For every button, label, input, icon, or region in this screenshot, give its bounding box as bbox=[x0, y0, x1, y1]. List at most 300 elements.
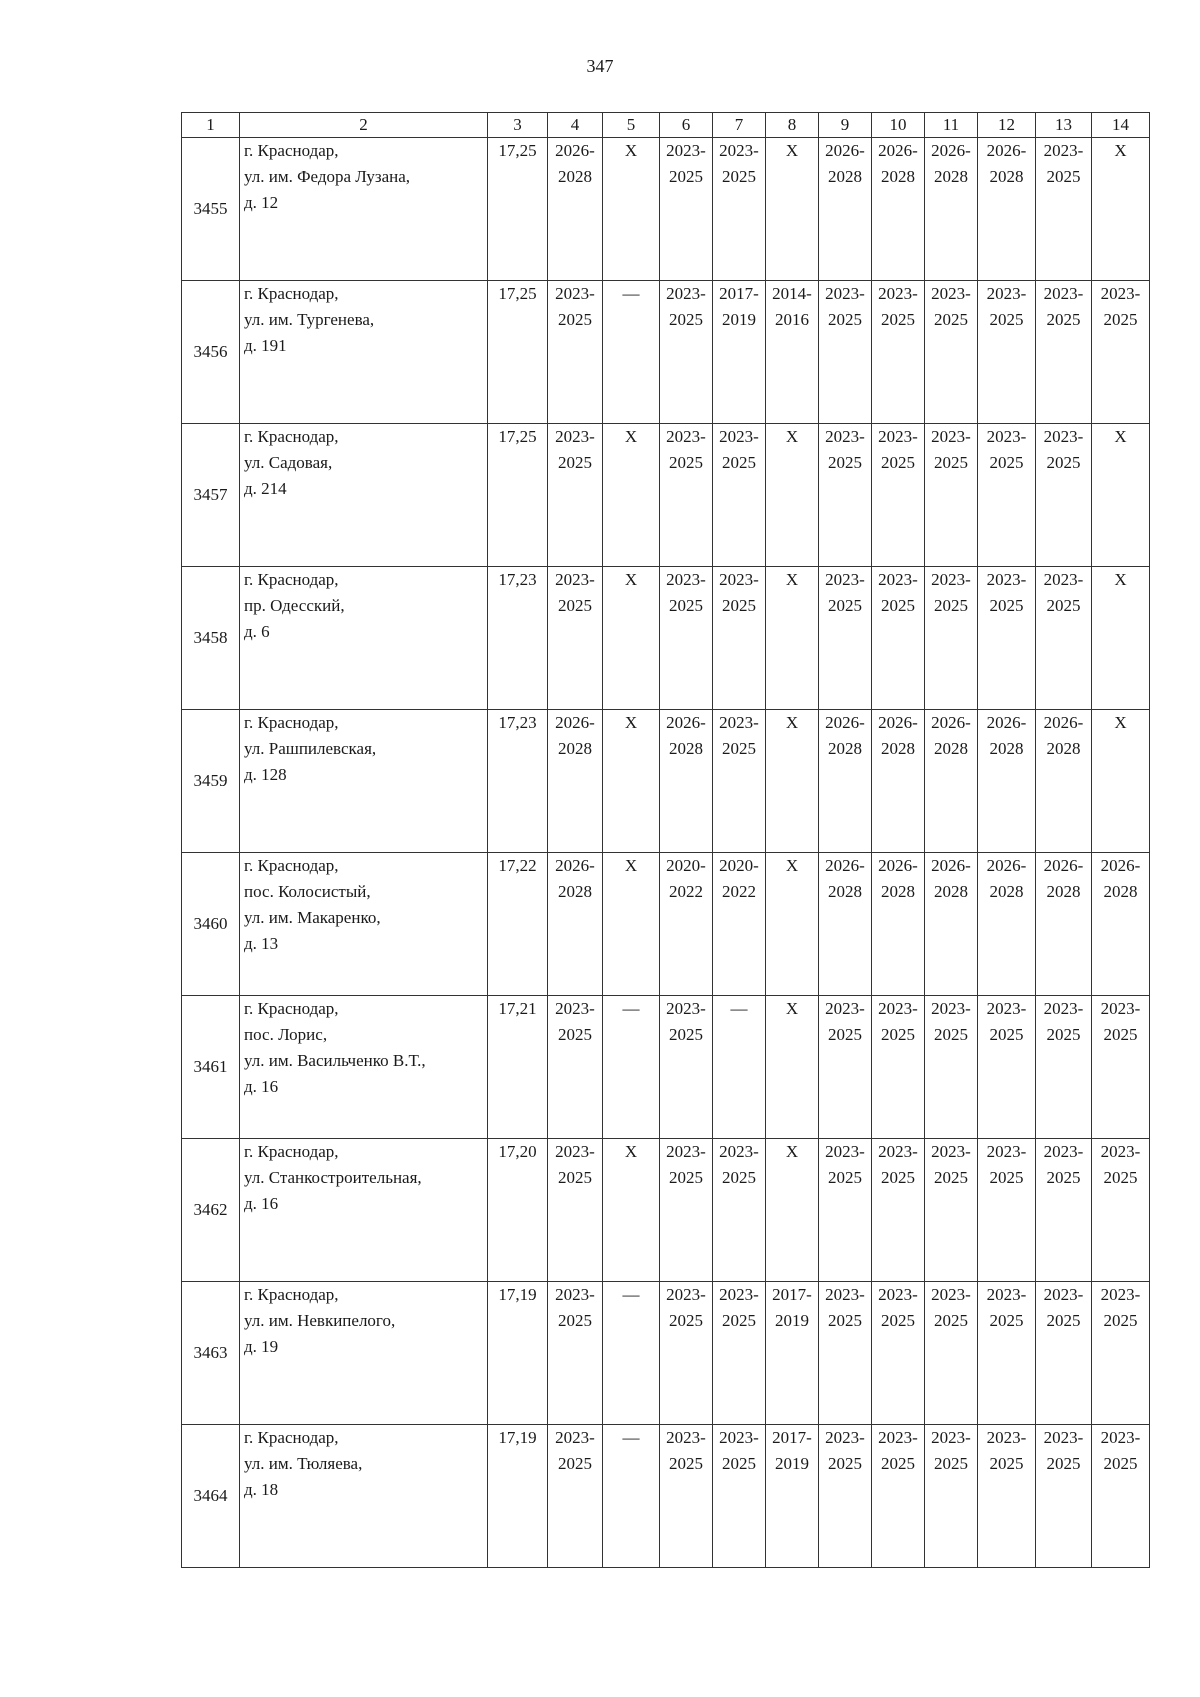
period-line: 2028 bbox=[669, 739, 703, 758]
period-line: 2025 bbox=[934, 596, 968, 615]
period-line: 2017- bbox=[772, 1428, 812, 1447]
period-cell-col-13 bbox=[1036, 853, 1092, 996]
address-line: пос. Колосистый, bbox=[244, 882, 371, 901]
period-line: 2025 bbox=[881, 1168, 915, 1187]
period-line: X bbox=[1114, 427, 1127, 446]
period-cell-col-6 bbox=[660, 281, 713, 424]
period-line: 2025 bbox=[558, 310, 592, 329]
period-line: 2023- bbox=[555, 1285, 595, 1304]
period-line: 2025 bbox=[1103, 1168, 1138, 1187]
period-cell-col-14 bbox=[1092, 1282, 1150, 1425]
period-cell-col-5 bbox=[603, 1282, 660, 1425]
period-line: 2025 bbox=[989, 1025, 1024, 1044]
period-line: 2025 bbox=[1046, 1311, 1081, 1330]
period-cell-col-13 bbox=[1036, 710, 1092, 853]
period-cell-col-12 bbox=[978, 281, 1036, 424]
period-line: 2025 bbox=[828, 1168, 862, 1187]
period-line: 2025 bbox=[934, 1025, 968, 1044]
period-line: 2025 bbox=[989, 1454, 1024, 1473]
period-line: — bbox=[730, 999, 748, 1018]
period-cell-col-14 bbox=[1092, 710, 1150, 853]
period-line: 2028 bbox=[989, 739, 1024, 758]
address-line: д. 16 bbox=[244, 1194, 279, 1213]
period-line: 2023- bbox=[1100, 1285, 1141, 1304]
address-line: д. 128 bbox=[244, 765, 287, 784]
header-row bbox=[182, 113, 1150, 138]
period-line: 2025 bbox=[722, 167, 756, 186]
area-cell: 17,25 bbox=[488, 138, 548, 281]
period-cell-col-14 bbox=[1092, 1425, 1150, 1568]
period-line: 2025 bbox=[1103, 1025, 1138, 1044]
period-line: 2025 bbox=[722, 453, 756, 472]
address-line: г. Краснодар, bbox=[244, 1142, 339, 1161]
period-line: 2025 bbox=[828, 310, 862, 329]
address-cell bbox=[240, 1282, 488, 1425]
period-line: 2028 bbox=[934, 882, 968, 901]
period-cell-col-9 bbox=[819, 1139, 872, 1282]
period-cell-col-8 bbox=[766, 1425, 819, 1568]
period-line: 2026- bbox=[555, 856, 595, 875]
period-line: 2025 bbox=[881, 1454, 915, 1473]
period-line: 2023- bbox=[1043, 427, 1084, 446]
period-line: 2026- bbox=[931, 713, 971, 732]
address-line: ул. им. Федора Лузана, bbox=[244, 167, 411, 186]
period-line: 2025 bbox=[558, 1168, 592, 1187]
period-line: 2025 bbox=[934, 1311, 968, 1330]
period-line: 2023- bbox=[1043, 141, 1084, 160]
column-header-10: 10 bbox=[872, 113, 925, 138]
period-line: 2023- bbox=[1043, 999, 1084, 1018]
period-line: 2023- bbox=[878, 999, 918, 1018]
period-cell-col-7 bbox=[713, 567, 766, 710]
period-line: 2023- bbox=[825, 570, 865, 589]
period-cell-col-4 bbox=[548, 1139, 603, 1282]
period-line: 2025 bbox=[669, 310, 703, 329]
period-line: 2023- bbox=[986, 999, 1027, 1018]
period-cell-col-10 bbox=[872, 1425, 925, 1568]
period-line: X bbox=[624, 856, 638, 875]
period-line: 2023- bbox=[825, 427, 865, 446]
period-line: 2025 bbox=[828, 453, 862, 472]
address-line: ул. Рашпилевская, bbox=[244, 739, 377, 758]
period-line: 2023- bbox=[666, 141, 706, 160]
period-cell-col-4 bbox=[548, 281, 603, 424]
period-line: 2023- bbox=[825, 1142, 865, 1161]
period-cell-col-4 bbox=[548, 424, 603, 567]
period-line: 2026- bbox=[825, 856, 865, 875]
period-cell-col-14 bbox=[1092, 138, 1150, 281]
period-cell-col-12 bbox=[978, 710, 1036, 853]
address-cell bbox=[240, 138, 488, 281]
address-line: ул. им. Васильченко В.Т., bbox=[244, 1051, 426, 1070]
period-cell-col-14 bbox=[1092, 1139, 1150, 1282]
repair-schedule-table bbox=[181, 112, 1150, 1568]
column-header-8: 8 bbox=[766, 113, 819, 138]
period-line: 2026- bbox=[878, 141, 918, 160]
period-line: 2023- bbox=[878, 427, 918, 446]
period-line: — bbox=[622, 1285, 640, 1304]
period-line: 2025 bbox=[669, 1454, 703, 1473]
area-cell: 17,23 bbox=[488, 567, 548, 710]
period-line: 2026- bbox=[555, 713, 595, 732]
address-cell bbox=[240, 1139, 488, 1282]
table-body bbox=[182, 138, 1150, 1568]
period-line: 2025 bbox=[669, 1168, 703, 1187]
table-row bbox=[182, 1425, 1150, 1568]
period-line: 2028 bbox=[558, 739, 592, 758]
period-cell-col-7 bbox=[713, 710, 766, 853]
period-line: 2025 bbox=[669, 167, 703, 186]
period-cell-col-8 bbox=[766, 710, 819, 853]
table-row bbox=[182, 853, 1150, 996]
period-cell-col-9 bbox=[819, 138, 872, 281]
period-cell-col-4 bbox=[548, 138, 603, 281]
address-line: д. 191 bbox=[244, 336, 287, 355]
column-header-5: 5 bbox=[603, 113, 660, 138]
period-line: 2028 bbox=[989, 882, 1024, 901]
period-line: — bbox=[622, 284, 640, 303]
period-cell-col-13 bbox=[1036, 138, 1092, 281]
period-line: 2025 bbox=[881, 453, 915, 472]
period-line: 2023- bbox=[878, 1142, 918, 1161]
period-cell-col-9 bbox=[819, 710, 872, 853]
address-line: д. 19 bbox=[244, 1337, 279, 1356]
period-line: 2023- bbox=[555, 1142, 595, 1161]
period-cell-col-9 bbox=[819, 853, 872, 996]
period-line: 2023- bbox=[931, 284, 971, 303]
period-cell-col-13 bbox=[1036, 1425, 1092, 1568]
period-cell-col-9 bbox=[819, 1425, 872, 1568]
period-line: 2025 bbox=[881, 310, 915, 329]
period-line: 2028 bbox=[881, 167, 915, 186]
column-header-13: 13 bbox=[1036, 113, 1092, 138]
table-row bbox=[182, 424, 1150, 567]
period-cell-col-8 bbox=[766, 1282, 819, 1425]
period-line: X bbox=[785, 570, 799, 589]
period-line: X bbox=[785, 1142, 799, 1161]
period-line: 2023- bbox=[1043, 570, 1084, 589]
period-line: 2023- bbox=[931, 999, 971, 1018]
column-header-6: 6 bbox=[660, 113, 713, 138]
period-cell-col-5 bbox=[603, 138, 660, 281]
period-line: 2025 bbox=[881, 596, 915, 615]
period-cell-col-4 bbox=[548, 996, 603, 1139]
period-line: 2023- bbox=[1100, 284, 1141, 303]
period-line: 2020- bbox=[719, 856, 759, 875]
row-number: 3459 bbox=[182, 710, 240, 853]
period-cell-col-4 bbox=[548, 567, 603, 710]
period-line: 2026- bbox=[825, 713, 865, 732]
period-line: 2026- bbox=[986, 713, 1027, 732]
period-line: 2026- bbox=[1043, 856, 1084, 875]
period-cell-col-6 bbox=[660, 710, 713, 853]
period-line: 2023- bbox=[719, 141, 759, 160]
period-line: 2028 bbox=[989, 167, 1024, 186]
period-line: 2025 bbox=[1046, 1025, 1081, 1044]
period-cell-col-12 bbox=[978, 1425, 1036, 1568]
period-line: 2019 bbox=[775, 1311, 809, 1330]
period-line: 2023- bbox=[931, 570, 971, 589]
address-line: пр. Одесский, bbox=[244, 596, 345, 615]
period-line: X bbox=[624, 427, 638, 446]
period-line: 2017- bbox=[719, 284, 759, 303]
period-line: 2025 bbox=[558, 1311, 592, 1330]
period-line: 2023- bbox=[986, 1285, 1027, 1304]
period-line: 2028 bbox=[558, 167, 592, 186]
period-line: X bbox=[785, 141, 799, 160]
area-cell: 17,19 bbox=[488, 1282, 548, 1425]
period-line: 2025 bbox=[989, 1168, 1024, 1187]
period-cell-col-13 bbox=[1036, 1282, 1092, 1425]
period-cell-col-10 bbox=[872, 710, 925, 853]
address-line: г. Краснодар, bbox=[244, 1285, 339, 1304]
row-number: 3458 bbox=[182, 567, 240, 710]
period-line: 2023- bbox=[719, 570, 759, 589]
period-line: X bbox=[624, 141, 638, 160]
period-cell-col-6 bbox=[660, 1139, 713, 1282]
address-line: г. Краснодар, bbox=[244, 1428, 339, 1447]
period-line: 2025 bbox=[669, 1311, 703, 1330]
period-line: 2023- bbox=[1100, 1428, 1141, 1447]
period-line: 2025 bbox=[828, 1311, 862, 1330]
period-cell-col-14 bbox=[1092, 567, 1150, 710]
period-line: 2025 bbox=[1046, 310, 1081, 329]
table-row bbox=[182, 1139, 1150, 1282]
period-line: 2023- bbox=[555, 570, 595, 589]
period-cell-col-11 bbox=[925, 1139, 978, 1282]
address-cell bbox=[240, 567, 488, 710]
period-line: 2028 bbox=[828, 739, 862, 758]
address-line: г. Краснодар, bbox=[244, 856, 339, 875]
period-cell-col-10 bbox=[872, 996, 925, 1139]
period-cell-col-5 bbox=[603, 710, 660, 853]
period-line: 2023- bbox=[931, 1142, 971, 1161]
period-cell-col-5 bbox=[603, 424, 660, 567]
address-cell bbox=[240, 281, 488, 424]
period-line: 2025 bbox=[1103, 310, 1138, 329]
period-line: 2025 bbox=[1046, 453, 1081, 472]
period-cell-col-4 bbox=[548, 1282, 603, 1425]
address-line: ул. Садовая, bbox=[244, 453, 333, 472]
period-cell-col-7 bbox=[713, 424, 766, 567]
period-line: 2022 bbox=[669, 882, 703, 901]
period-line: 2025 bbox=[828, 596, 862, 615]
period-line: 2023- bbox=[825, 284, 865, 303]
period-line: 2026- bbox=[666, 713, 706, 732]
column-header-11: 11 bbox=[925, 113, 978, 138]
address-cell bbox=[240, 710, 488, 853]
period-line: 2028 bbox=[934, 167, 968, 186]
period-cell-col-4 bbox=[548, 853, 603, 996]
period-line: 2023- bbox=[719, 1285, 759, 1304]
address-line: ул. Станкостроительная, bbox=[244, 1168, 422, 1187]
period-line: 2025 bbox=[558, 596, 592, 615]
period-line: 2025 bbox=[934, 1454, 968, 1473]
period-line: 2025 bbox=[722, 1311, 756, 1330]
period-line: 2023- bbox=[931, 427, 971, 446]
period-line: 2028 bbox=[1046, 882, 1081, 901]
period-cell-col-5 bbox=[603, 1425, 660, 1568]
column-header-14: 14 bbox=[1092, 113, 1150, 138]
address-cell bbox=[240, 853, 488, 996]
period-line: 2025 bbox=[669, 453, 703, 472]
period-line: 2026- bbox=[931, 856, 971, 875]
period-line: 2025 bbox=[722, 739, 756, 758]
row-number: 3464 bbox=[182, 1425, 240, 1568]
address-line: д. 12 bbox=[244, 193, 279, 212]
period-line: 2025 bbox=[1046, 1454, 1081, 1473]
period-line: 2026- bbox=[986, 141, 1027, 160]
period-cell-col-13 bbox=[1036, 567, 1092, 710]
period-line: 2025 bbox=[722, 596, 756, 615]
period-line: 2025 bbox=[1103, 1454, 1138, 1473]
period-line: 2023- bbox=[666, 1428, 706, 1447]
period-line: 2023- bbox=[666, 1142, 706, 1161]
row-number: 3456 bbox=[182, 281, 240, 424]
period-cell-col-7 bbox=[713, 1282, 766, 1425]
address-cell bbox=[240, 424, 488, 567]
period-cell-col-11 bbox=[925, 281, 978, 424]
period-cell-col-9 bbox=[819, 567, 872, 710]
period-line: 2016 bbox=[775, 310, 809, 329]
period-line: 2025 bbox=[558, 1454, 592, 1473]
period-line: 2023- bbox=[825, 1428, 865, 1447]
period-line: 2023- bbox=[878, 570, 918, 589]
period-cell-col-14 bbox=[1092, 996, 1150, 1139]
period-cell-col-8 bbox=[766, 853, 819, 996]
period-cell-col-11 bbox=[925, 138, 978, 281]
address-line: пос. Лорис, bbox=[244, 1025, 328, 1044]
address-line: ул. им. Тюляева, bbox=[244, 1454, 363, 1473]
period-line: 2026- bbox=[555, 141, 595, 160]
address-line: г. Краснодар, bbox=[244, 570, 339, 589]
address-line: г. Краснодар, bbox=[244, 999, 339, 1018]
period-line: X bbox=[624, 1142, 638, 1161]
period-line: X bbox=[1114, 570, 1127, 589]
address-line: д. 13 bbox=[244, 934, 279, 953]
period-line: 2023- bbox=[666, 570, 706, 589]
address-cell bbox=[240, 1425, 488, 1568]
period-cell-col-10 bbox=[872, 1139, 925, 1282]
period-line: 2023- bbox=[666, 284, 706, 303]
period-line: 2023- bbox=[986, 1142, 1027, 1161]
period-line: 2025 bbox=[558, 453, 592, 472]
period-line: 2026- bbox=[1100, 856, 1141, 875]
period-line: 2020- bbox=[666, 856, 706, 875]
period-line: 2023- bbox=[931, 1285, 971, 1304]
period-cell-col-5 bbox=[603, 567, 660, 710]
period-cell-col-6 bbox=[660, 1425, 713, 1568]
period-line: 2023- bbox=[931, 1428, 971, 1447]
period-line: 2025 bbox=[989, 1311, 1024, 1330]
period-line: 2023- bbox=[986, 427, 1027, 446]
period-line: X bbox=[785, 713, 799, 732]
period-line: 2025 bbox=[989, 453, 1024, 472]
period-line: 2023- bbox=[1043, 284, 1084, 303]
period-cell-col-12 bbox=[978, 138, 1036, 281]
period-line: X bbox=[624, 713, 638, 732]
period-line: 2025 bbox=[1046, 167, 1081, 186]
column-header-12: 12 bbox=[978, 113, 1036, 138]
period-cell-col-10 bbox=[872, 281, 925, 424]
period-cell-col-11 bbox=[925, 996, 978, 1139]
column-header-1: 1 bbox=[182, 113, 240, 138]
period-line: 2028 bbox=[881, 882, 915, 901]
period-cell-col-6 bbox=[660, 567, 713, 710]
period-line: 2023- bbox=[1043, 1285, 1084, 1304]
period-line: 2025 bbox=[722, 1454, 756, 1473]
period-cell-col-8 bbox=[766, 996, 819, 1139]
period-line: 2025 bbox=[989, 596, 1024, 615]
period-line: 2023- bbox=[666, 999, 706, 1018]
table-row bbox=[182, 567, 1150, 710]
address-line: ул. им. Невкипелого, bbox=[244, 1311, 396, 1330]
column-header-9: 9 bbox=[819, 113, 872, 138]
period-line: X bbox=[1114, 141, 1127, 160]
period-line: 2023- bbox=[719, 713, 759, 732]
period-line: 2026- bbox=[931, 141, 971, 160]
period-cell-col-5 bbox=[603, 996, 660, 1139]
period-cell-col-6 bbox=[660, 996, 713, 1139]
address-line: г. Краснодар, bbox=[244, 141, 339, 160]
period-cell-col-5 bbox=[603, 853, 660, 996]
period-cell-col-13 bbox=[1036, 1139, 1092, 1282]
area-cell: 17,19 bbox=[488, 1425, 548, 1568]
period-cell-col-13 bbox=[1036, 424, 1092, 567]
period-cell-col-12 bbox=[978, 424, 1036, 567]
period-cell-col-6 bbox=[660, 853, 713, 996]
period-line: 2023- bbox=[825, 999, 865, 1018]
period-line: 2014- bbox=[772, 284, 812, 303]
column-header-7: 7 bbox=[713, 113, 766, 138]
period-line: 2026- bbox=[878, 856, 918, 875]
address-line: д. 6 bbox=[244, 622, 270, 641]
period-line: 2023- bbox=[719, 1428, 759, 1447]
period-line: 2023- bbox=[986, 570, 1027, 589]
column-header-2: 2 bbox=[240, 113, 488, 138]
period-cell-col-8 bbox=[766, 281, 819, 424]
period-cell-col-8 bbox=[766, 1139, 819, 1282]
period-cell-col-11 bbox=[925, 710, 978, 853]
period-line: 2028 bbox=[828, 167, 862, 186]
address-line: д. 16 bbox=[244, 1077, 279, 1096]
period-line: 2023- bbox=[986, 284, 1027, 303]
period-cell-col-11 bbox=[925, 1282, 978, 1425]
page-number: 347 bbox=[586, 56, 614, 76]
area-cell: 17,23 bbox=[488, 710, 548, 853]
period-line: 2019 bbox=[775, 1454, 809, 1473]
row-number: 3460 bbox=[182, 853, 240, 996]
period-cell-col-7 bbox=[713, 281, 766, 424]
period-line: 2025 bbox=[881, 1311, 915, 1330]
period-cell-col-14 bbox=[1092, 281, 1150, 424]
period-line: 2028 bbox=[881, 739, 915, 758]
period-cell-col-6 bbox=[660, 1282, 713, 1425]
address-line: ул. им. Тургенева, bbox=[244, 310, 375, 329]
address-line: г. Краснодар, bbox=[244, 284, 339, 303]
period-cell-col-5 bbox=[603, 281, 660, 424]
period-line: 2023- bbox=[986, 1428, 1027, 1447]
period-line: 2028 bbox=[1046, 739, 1081, 758]
period-cell-col-13 bbox=[1036, 996, 1092, 1139]
period-line: 2025 bbox=[722, 1168, 756, 1187]
period-line: 2023- bbox=[825, 1285, 865, 1304]
period-cell-col-10 bbox=[872, 138, 925, 281]
period-line: 2017- bbox=[772, 1285, 812, 1304]
address-line: г. Краснодар, bbox=[244, 427, 339, 446]
period-line: 2023- bbox=[555, 427, 595, 446]
period-line: 2026- bbox=[986, 856, 1027, 875]
